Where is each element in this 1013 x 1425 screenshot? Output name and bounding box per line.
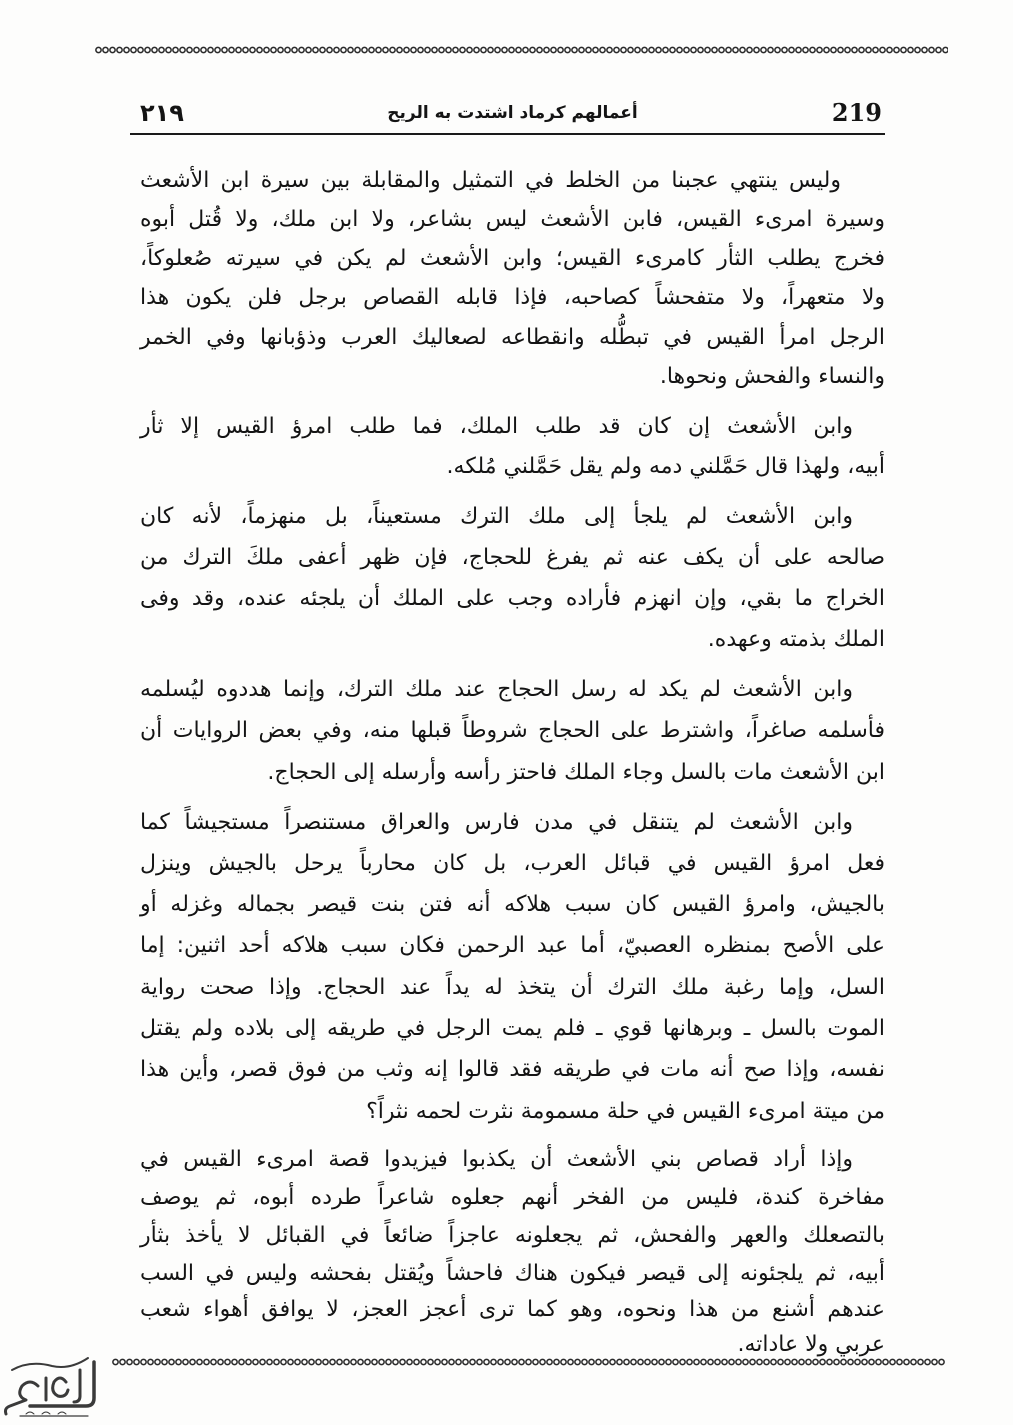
top-ornament-border (95, 46, 948, 54)
text-line: بالجيش، وامرؤ القيس كان سبب هلاكه أنه فتن بنت قيصر بجماله وغزله أو (140, 892, 885, 917)
text-line: عندهم أشنع من هذا ونحوه، وهو كما ترى أعجز العجز، لا يوافق أهواء شعب (140, 1297, 885, 1322)
text-line: ولا متعهراً، ولا متفحشاً كصاحبه، فإذا قابله القصاص برجل فلن يكون هذا (140, 285, 885, 310)
text-line: نفسه، وإذا صح أنه مات في طريقه فقد قالوا إنه وثب من فوق قصر، وأين هذا (140, 1057, 885, 1082)
text-line: على الأصح بمنظره العصبيّ، أما عبد الرحمن فكان سبب هلاكه أحد اثنين: إما (140, 933, 885, 958)
text-line: وابن الأشعث لم يكد له رسل الحجاج عند ملك الترك، وإنما هددوه ليُسلمه (140, 677, 853, 702)
text-line: السل، وإما رغبة ملك الترك أن يتخذ له يداً عند الحجاج. وإذا صحت رواية (140, 975, 885, 1000)
text-line: فأسلمه صاغراً، واشترط على الحجاج شروطاً قبلها منه، وفي بعض الروايات أن (140, 718, 885, 743)
text-line: وابن الأشعث لم يلجأ إلى ملك الترك مستعيناً، بل منهزماً، لأنه كان (140, 504, 853, 529)
text-line: ابن الأشعث مات بالسل وجاء الملك فاحتز رأسه وأرسله إلى الحجاج. (267, 760, 885, 785)
text-line: مفاخرة كندة، فليس من الفخر أنهم جعلوه شاعراً طرده أبوه، ثم يوصف (140, 1185, 885, 1210)
watermark-logo (0, 1352, 104, 1424)
text-line: عربي ولا عاداته. (737, 1332, 885, 1357)
header-rule (130, 133, 885, 135)
text-line: والنساء والفحش ونحوها. (659, 364, 885, 389)
text-line: صالحه على أن يكف عنه ثم يفرغ للحجاج، فإن ظهر أعفى ملكَ الترك من (140, 545, 885, 570)
text-line: من ميتة امرىء القيس في حلة مسمومة نثرت لحمه نثراً؟ (366, 1099, 885, 1124)
bottom-ornament-border (112, 1358, 945, 1366)
text-line: الملك بذمته وعهده. (707, 627, 885, 652)
text-line: وسيرة امرىء القيس، فابن الأشعث ليس بشاعر، ولا ابن ملك، ولا قُتل أبوه (140, 207, 885, 232)
text-line: وابن الأشعث لم يتنقل في مدن فارس والعراق مستنصراً مستجيشاً كما (140, 810, 853, 835)
running-title: أعمالهم كرماد اشتدت به الريح (387, 103, 638, 123)
text-line: الرجل امرأ القيس في تبطُّله وانقطاعه لصعاليك العرب وذؤبانها وفي الخمر (140, 325, 885, 350)
text-line: الموت بالسل ـ وبرهانها قوي ـ فلم يمت الرجل في طريقه إلى بلاده ولم يقتل (140, 1016, 885, 1041)
text-line: وإذا أراد قصاص بني الأشعث أن يكذبوا فيزيدوا قصة امرىء القيس في (140, 1147, 853, 1172)
page-number-arabic: ٢١٩ (140, 99, 184, 127)
text-line: وابن الأشعث إن كان قد طلب الملك، فما طلب امرؤ القيس إلا ثأر (140, 414, 853, 439)
text-line: فعل امرؤ القيس في قبائل العرب، بل كان محارباً يرحل بالجيش وينزل (140, 851, 885, 876)
text-line: وليس ينتهي عجبنا من الخلط في التمثيل والمقابلة بين سيرة ابن الأشعث (140, 168, 841, 193)
text-line: أبيه، ولهذا قال حَمَّلني دمه ولم يقل حَمَّلني مُلكه. (446, 454, 885, 479)
text-line: فخرج يطلب الثأر كامرىء القيس؛ وابن الأشعث لم يكن في سيرته صُعلوكاً، (140, 246, 885, 271)
text-line: بالتصعلك والعهر والفحش، ثم يجعلونه عاجزاً ضائعاً في القبائل لا يأخذ بثأر (140, 1223, 885, 1248)
page-number-latin: 219 (831, 98, 882, 127)
text-line: الخراج ما بقي، وإن انهزم فأراده وجب على الملك أن يلجئه عنده، وقد وفى (140, 586, 885, 611)
text-line: أبيه، ثم يلجئونه إلى قيصر فيكون هناك فاحشاً ويُقتل بفحشه وليس في السب (140, 1261, 885, 1286)
